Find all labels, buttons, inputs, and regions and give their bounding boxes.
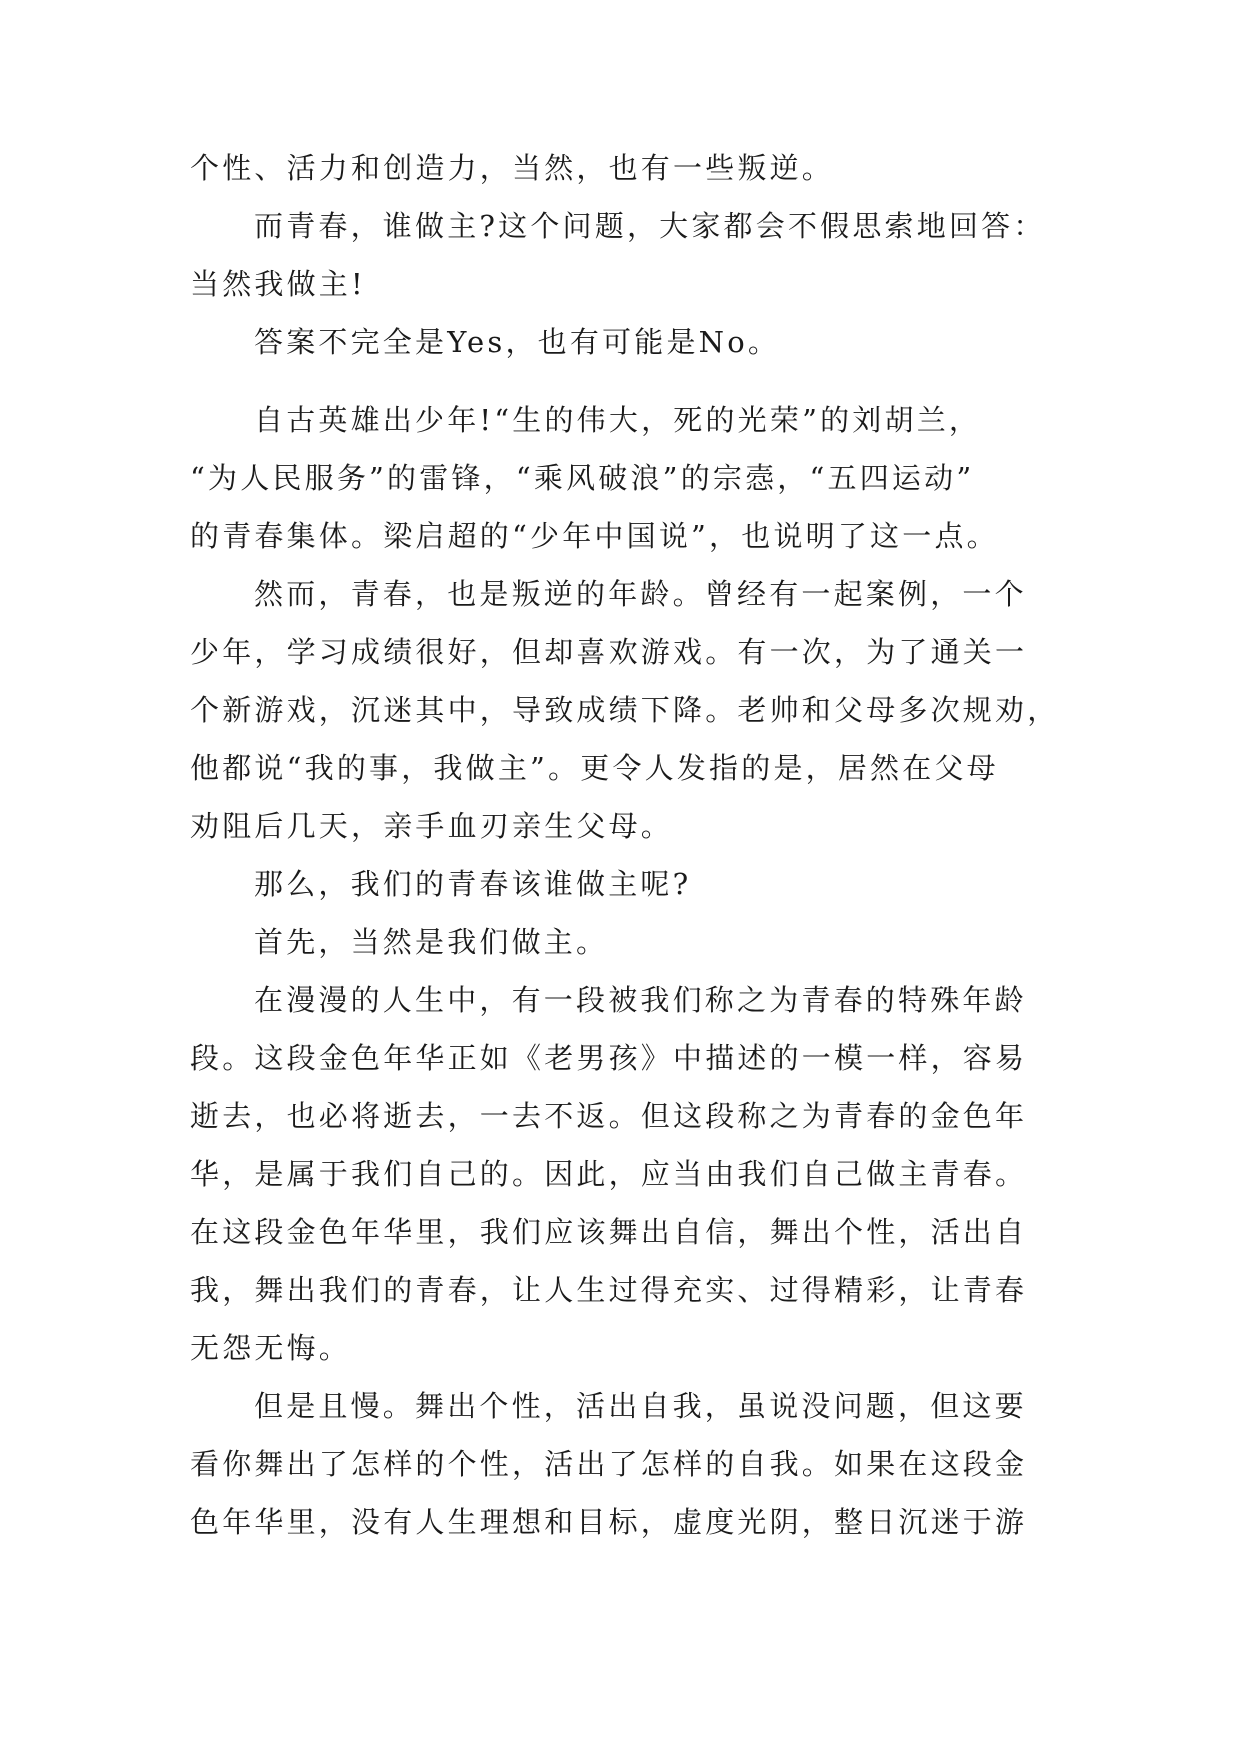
- paragraph-8-line-7: 无怨无悔。: [190, 1331, 352, 1365]
- paragraph-9-line-3: 色年华里，没有人生理想和目标，虚度光阴，整日沉迷于游: [190, 1505, 1028, 1539]
- paragraph-8-line-3: 逝去，也必将逝去，一去不返。但这段称之为青春的金色年: [190, 1099, 1028, 1133]
- paragraph-8-line-2: 段。这段金色年华正如《老男孩》中描述的一模一样，容易: [190, 1041, 1028, 1075]
- paragraph-5-line-4: 他都说“我的事，我做主”。更令人发指的是，居然在父母: [190, 751, 999, 785]
- paragraph-5-line-1: 然而，青春，也是叛逆的年龄。曾经有一起案例，一个: [254, 577, 1027, 611]
- paragraph-4-line-2: “为人民服务”的雷锋，“乘风破浪”的宗悫，“五四运动”: [190, 461, 975, 495]
- paragraph-8-line-6: 我，舞出我们的青春，让人生过得充实、过得精彩，让青春: [190, 1273, 1028, 1307]
- paragraph-6-line-1: 那么，我们的青春该谁做主呢?: [254, 867, 692, 901]
- paragraph-8-line-1: 在漫漫的人生中，有一段被我们称之为青春的特殊年龄: [254, 983, 1027, 1017]
- paragraph-3-line-1: 答案不完全是Yes，也有可能是No。: [254, 325, 781, 359]
- paragraph-7-line-1: 首先，当然是我们做主。: [254, 925, 609, 959]
- paragraph-2-line-2: 当然我做主!: [190, 267, 366, 301]
- paragraph-8-line-5: 在这段金色年华里，我们应该舞出自信，舞出个性，活出自: [190, 1215, 1028, 1249]
- paragraph-9-line-2: 看你舞出了怎样的个性，活出了怎样的自我。如果在这段金: [190, 1447, 1028, 1481]
- paragraph-5-line-2: 少年，学习成绩很好，但却喜欢游戏。有一次，为了通关一: [190, 635, 1028, 669]
- paragraph-5-line-5: 劝阻后几天，亲手血刃亲生父母。: [190, 809, 674, 843]
- paragraph-2-line-1: 而青春，谁做主?这个问题，大家都会不假思索地回答：: [254, 209, 1046, 243]
- paragraph-8-line-4: 华，是属于我们自己的。因此，应当由我们自己做主青春。: [190, 1157, 1028, 1191]
- paragraph-5-line-3: 个新游戏，沉迷其中，导致成绩下降。老帅和父母多次规劝，: [190, 693, 1060, 727]
- paragraph-4-line-1: 自古英雄出少年!“生的伟大，死的光荣”的刘胡兰，: [254, 403, 982, 437]
- paragraph-4-line-3: 的青春集体。梁启超的“少年中国说”，也说明了这一点。: [190, 519, 999, 553]
- text-line-1: 个性、活力和创造力，当然，也有一些叛逆。: [190, 151, 835, 185]
- paragraph-9-line-1: 但是且慢。舞出个性，活出自我，虽说没问题，但这要: [254, 1389, 1027, 1423]
